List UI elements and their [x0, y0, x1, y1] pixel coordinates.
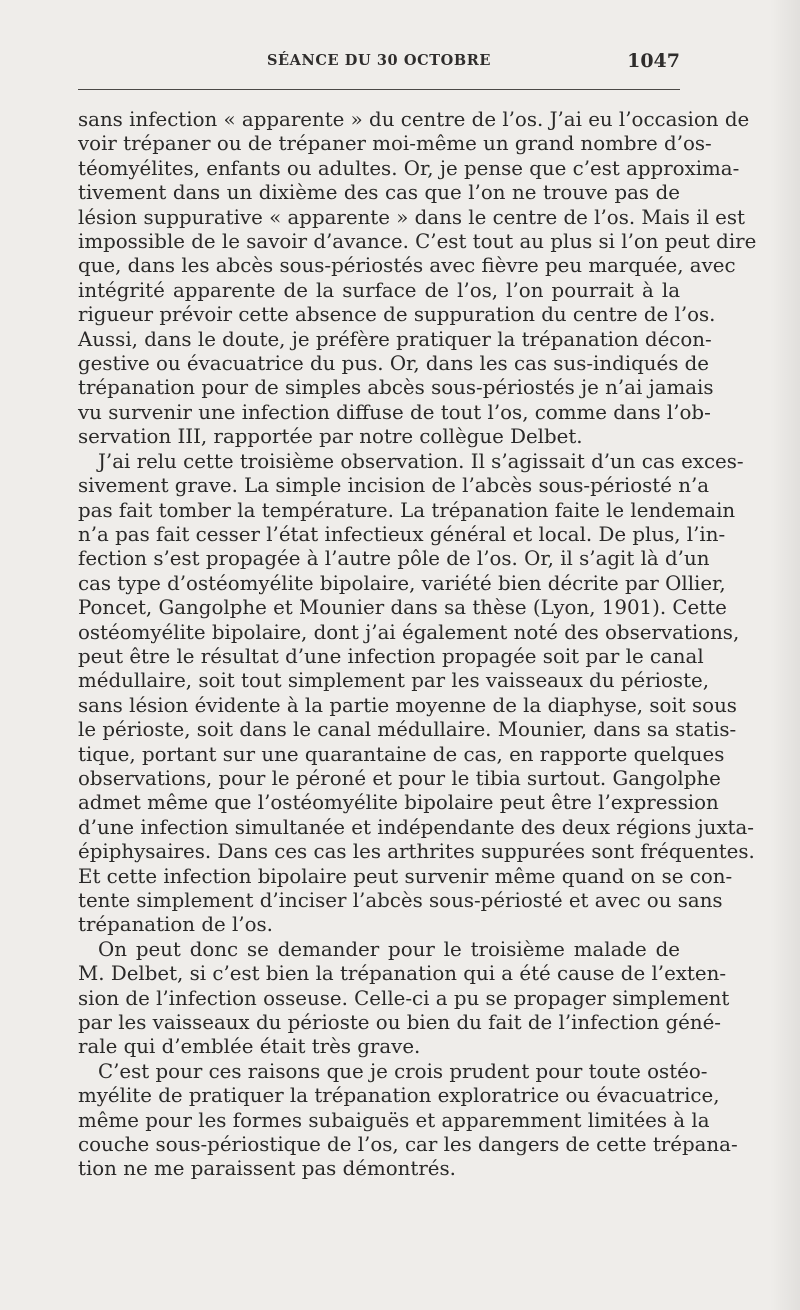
text-line: Et cette infection bipolaire peut survenir même quand on se con-: [78, 864, 733, 888]
paragraph: [78, 108, 757, 450]
text-line: M. Delbet, si c’est bien la trépanation qui a été cause de l’exten-: [78, 962, 727, 986]
text-line: d’une infection simultanée et indépendante des deux régions juxta-: [78, 815, 754, 839]
text-line: voir trépaner ou de trépaner moi-même un grand nombre d’os-: [78, 132, 712, 156]
text-line: sans infection « apparente » du centre de l’os. J’ai eu l’occasion de: [78, 108, 750, 131]
page-header: [78, 50, 680, 76]
text-line: impossible de le savoir d’avance. C’est tout au plus si l’on peut dire: [78, 230, 757, 254]
paragraph: [78, 937, 730, 1060]
text-line: tivement dans un dixième des cas que l’on ne trouve pas de: [78, 181, 680, 205]
text-line: cas type d’ostéomyélite bipolaire, variété bien décrite par Ollier,: [78, 571, 726, 595]
paragraph: [78, 449, 755, 938]
text-line: sivement grave. La simple incision de l’abcès sous-périosté n’a: [78, 474, 710, 498]
text-line: peut être le résultat d’une infection propagée soit par le canal: [78, 644, 704, 668]
text-line: même pour les formes subaiguës et apparemment limitées à la: [78, 1108, 710, 1132]
text-line: tion ne me paraissent pas démontrés.: [78, 1157, 456, 1181]
text-line: fection s’est propagée à l’autre pôle de l’os. Or, il s’agit là d’un: [78, 547, 710, 571]
text-line: rigueur prévoir cette absence de suppuration du centre de l’os.: [78, 303, 716, 327]
text-line: gestive ou évacuatrice du pus. Or, dans les cas sus-indiqués de: [78, 352, 710, 376]
text-line: admet même que l’ostéomyélite bipolaire peut être l’expression: [78, 791, 719, 815]
text-line: trépanation de l’os.: [78, 913, 273, 937]
text-line: servation III, rapportée par notre collègue Delbet.: [78, 425, 583, 449]
text-line: tente simplement d’inciser l’abcès sous-périosté et avec ou sans: [78, 889, 723, 912]
text-line: épiphysaires. Dans ces cas les arthrites suppurées sont fréquentes.: [78, 840, 755, 864]
text-line: téomyélites, enfants ou adultes. Or, je pense que c’est approxima-: [78, 156, 740, 180]
text-line: pas fait tomber la température. La trépanation faite le lendemain: [78, 498, 736, 522]
text-line: tique, portant sur une quarantaine de cas, en rapporte quelques: [78, 742, 725, 766]
text-line: J’ai relu cette troisième observation. Il s’agissait d’un cas exces-: [98, 449, 744, 473]
header-rule: [78, 89, 680, 90]
text-line: par les vaisseaux du périoste ou bien du fait de l’infection géné-: [78, 1011, 721, 1035]
page-edge-shadow: [770, 0, 800, 1310]
text-line: ostéomyélite bipolaire, dont j’ai également noté des observations,: [78, 620, 740, 644]
body-text: [78, 108, 757, 1182]
text-line: Poncet, Gangolphe et Mounier dans sa thèse (Lyon, 1901). Cette: [78, 596, 727, 620]
text-line: médullaire, soit tout simplement par les vaisseaux du périoste,: [78, 669, 710, 693]
text-line: C’est pour ces raisons que je crois prudent pour toute ostéo-: [98, 1059, 708, 1083]
running-head: SÉANCE DU 30 OCTOBRE: [266, 52, 492, 69]
text-line: vu survenir une infection diffuse de tout l’os, comme dans l’ob-: [78, 400, 711, 424]
text-line: observations, pour le péroné et pour le tibia surtout. Gangolphe: [78, 766, 721, 790]
text-line: n’a pas fait cesser l’état infectieux général et local. De plus, l’in-: [78, 522, 726, 546]
text-line: lésion suppurative « apparente » dans le centre de l’os. Mais il est: [78, 205, 745, 229]
text-line: le périoste, soit dans le canal médullaire. Mounier, dans sa statis-: [78, 718, 737, 742]
text-line: myélite de pratiquer la trépanation exploratrice ou évacuatrice,: [78, 1084, 720, 1108]
text-line: sans lésion évidente à la partie moyenne de la diaphyse, soit sous: [78, 693, 737, 717]
text-line: intégrité apparente de la surface de l’os, l’on pourrait à la: [78, 278, 680, 302]
text-line: On peut donc se demander pour le troisième malade de: [98, 937, 680, 961]
text-line: trépanation pour de simples abcès sous-périostés je n’ai jamais: [78, 376, 714, 400]
paragraph: [78, 1059, 738, 1182]
text-line: Aussi, dans le doute, je préfère pratiquer la trépanation décon-: [78, 327, 712, 351]
text-line: sion de l’infection osseuse. Celle-ci a pu se propager simplement: [78, 986, 730, 1010]
text-line: rale qui d’emblée était très grave.: [78, 1035, 421, 1059]
text-line: couche sous-périostique de l’os, car les dangers de cette trépana-: [78, 1133, 738, 1157]
text-line: que, dans les abcès sous-périostés avec fièvre peu marquée, avec: [78, 254, 736, 278]
page-number: 1047: [627, 50, 680, 72]
